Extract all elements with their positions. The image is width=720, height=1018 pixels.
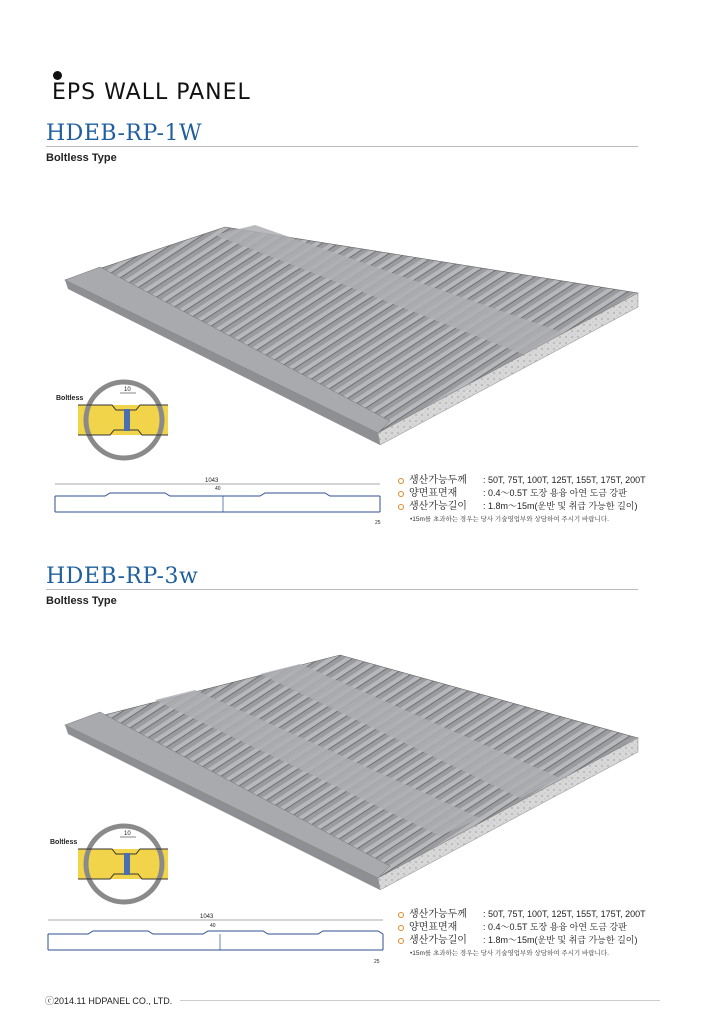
product-2-profile-small: 25 (374, 959, 380, 965)
spec-value: : 50T, 75T, 100T, 125T, 155T, 175T, 200T (483, 475, 646, 485)
spec-label: 생산가능두께 (409, 475, 467, 486)
product-1-detail-label: Boltless (56, 395, 84, 402)
spec-label: 양면표면재 (409, 922, 458, 933)
spec-value: : 1.8m～15m(운반 및 취급 가능한 길이) (483, 935, 638, 945)
page-title: EPS WALL PANEL (52, 80, 251, 105)
product-1-joint-detail (50, 376, 180, 466)
spec-bullet-icon (398, 938, 404, 944)
spec-bullet-icon (398, 912, 404, 918)
spec-row (398, 474, 646, 487)
product-1-type: Boltless Type (46, 152, 117, 164)
product-1-rule (46, 146, 638, 147)
title-bullet (53, 71, 62, 80)
spec-note: •15m를 초과하는 경우는 당사 기술영업부와 상담하여 주시기 바랍니다. (410, 516, 609, 523)
spec-row (398, 500, 646, 513)
product-2-detail-label: Boltless (50, 839, 78, 846)
product-1-model: HDEB-RP-1W (46, 121, 203, 146)
spec-row (398, 921, 646, 934)
spec-bullet-icon (398, 925, 404, 931)
product-2-profile-drawing (38, 910, 393, 965)
spec-value: : 0.4～0.5T 도장 용융 아연 도금 강판 (483, 488, 627, 498)
product-2-specs (398, 908, 646, 960)
spec-row (398, 908, 646, 921)
product-1-detail-dim: 10 (124, 387, 131, 393)
footer-rule (180, 1000, 660, 1001)
product-1-profile-small: 25 (375, 520, 381, 526)
product-2-rule (46, 589, 638, 590)
spec-row (398, 487, 646, 500)
footer-copyright: ⓒ2014.11 HDPANEL CO., LTD. (45, 996, 173, 1006)
spec-value: : 0.4～0.5T 도장 용융 아연 도금 강판 (483, 922, 627, 932)
spec-note: •15m를 초과하는 경우는 당사 기술영업부와 상담하여 주시기 바랍니다. (410, 950, 609, 957)
spec-value: : 1.8m～15m(운반 및 취급 가능한 길이) (483, 501, 638, 511)
spec-label: 생산가능두께 (409, 909, 467, 920)
product-1-profile-width: 1043 (205, 478, 219, 484)
product-2-type: Boltless Type (46, 595, 117, 607)
spec-bullet-icon (398, 478, 404, 484)
spec-bullet-icon (398, 491, 404, 497)
spec-value: : 50T, 75T, 100T, 125T, 155T, 175T, 200T (483, 909, 646, 919)
product-2-profile-sub: 40 (210, 923, 216, 929)
product-2-joint-detail (50, 818, 180, 908)
product-2-detail-dim: 10 (124, 831, 131, 837)
product-1-specs (398, 474, 646, 526)
product-1-profile-drawing (45, 474, 390, 526)
product-2-model: HDEB-RP-3w (46, 564, 199, 589)
product-2-profile-width: 1043 (200, 914, 214, 920)
spec-row (398, 934, 646, 947)
product-1-profile-sub: 40 (215, 486, 221, 492)
spec-label: 양면표면재 (409, 488, 458, 499)
spec-label: 생산가능길이 (409, 501, 467, 512)
spec-bullet-icon (398, 504, 404, 510)
spec-label: 생산가능길이 (409, 935, 467, 946)
